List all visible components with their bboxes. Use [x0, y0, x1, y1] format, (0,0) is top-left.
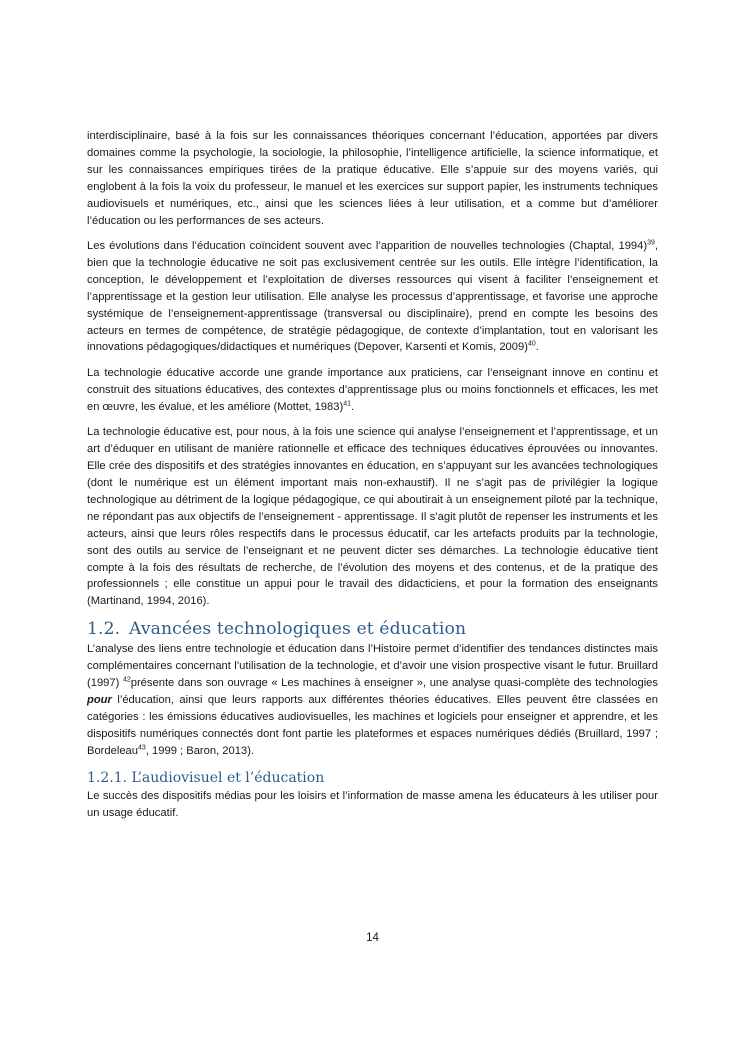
footnote-ref-40[interactable]: 40	[527, 340, 536, 348]
paragraph-interdisciplinaire: interdisciplinaire, basé à la fois sur les connaissances théoriques concernant l’éducation, apportées par divers domaines comme la psychologie, la sociologie, la philosophie, l’intelligence artificielle, la science informatique, et sur les connaissances empiriques tirées de la pratique éducative. Elle s’appuie sur des moyens variés, qui englobent à la fois la voix du professeur, le manuel et les exercices sur support papier, les instruments techniques audiovisuels et numériques, etc., ainsi que les sciences liées à leur utilisation, et a comme but d’améliorer l’éducation ou les performances de ses acteurs.	[87, 130, 658, 227]
paragraph-evolutions: Les évolutions dans l’éducation coïncident souvent avec l’apparition de nouvelles technologies (Chaptal, 1994)$^{39}$, bien que la technologie éducative ne soit pas exclusivement centrée sur les outils. Elle intègre l’identification, la conception, le développement et l’exploitation de diverses ressources qui visent à faciliter l’enseignement et l’apprentissage et la gestion leur utilisation. Elle analyse les processus d’apprentissage, et favorise une approche systémique de l’enseignement-apprentissage (transversal ou disciplinaire), prend en compte les besoins des acteurs en termes de compétence, de stratégie pédagogique, de contexte d’implantation, tout en valorisant les innovations pédagogiques/didactiques et numériques (Depover, Karsenti et Komis, 2009)$^{40}$.	[87, 239, 658, 354]
footnote-ref-43[interactable]: 43	[138, 743, 146, 751]
body-text	[87, 128, 658, 831]
section-heading	[87, 617, 658, 641]
section-title: Avancées technologiques et éducation	[129, 619, 467, 640]
paragraph-succes-medias: Le succès des dispositifs médias pour les loisirs et l’information de masse amena les éducateurs à les utiliser pour un usage éducatif.	[87, 790, 658, 820]
paragraph-definition: La technologie éducative est, pour nous, à la fois une science qui analyse l’enseignement et l’apprentissage, et un art d’éduquer en utilisant de manière rationnelle et efficace des techniques éducatives éprouvées ou innovantes. Elle crée des dispositifs et des stratégies innovantes en éducation, en s’appuyant sur les avancées technologiques (dont le numérique est un élément important mais non-exhaustif). Il ne s’agit pas de privilégier la logique technologique au détriment de la logique pédagogique, ce qui aboutirait à un enseignement piloté par la technique, ne répondant pas aux objectifs de l’enseignement - apprentissage. Il s’agit plutôt de repenser les instruments et les acteurs, ainsi que leurs rôles respectifs dans le processus éducatif, car les artefacts produits par la technologie, sont des outils au service de l’enseignant et ne peuvent dicter ses démarches. La technologie éducative tient compte à la fois des résultats de recherche, de l’évolution des moyens et des contenus, et de la pratique des professionnels ; elle constitue un appui pour le travail des didacticiens, et pour la formation des enseignants (Martinand, 1994, 2016).	[87, 426, 658, 608]
paragraph-analyse-liens: L’analyse des liens entre technologie et éducation dans l’Histoire permet d’identifier des tendances distinctes mais complémentaires concernant l’utilisation de la technologie, et d’avoir une vision prospective visant le futur. Bruillard (1997) $^{42}$présente dans son ouvrage « Les machines à enseigner », une analyse quasi-complète des technologies pour l’éducation, ainsi que leurs rapports aux différentes théories éducatives. Elles peuvent être classées en catégories : les émissions éducatives audiovisuelles, les machines et logiciels pour enseigner et apprendre, et les dispositifs numériques connectés dont font partie les plateformes et espaces numériques dédiés (Bruillard, 1997 ; Bordeleau$^{43}$, 1999 ; Baron, 2013).	[87, 643, 659, 757]
section-number: 1.2.	[87, 619, 121, 640]
subsection-heading: 1.2.1. L’audiovisuel et l’éducation	[87, 770, 325, 787]
footnote-ref-39[interactable]: 39	[647, 239, 655, 247]
emphasis-pour: pour	[87, 693, 112, 706]
page-number: 14	[366, 932, 379, 944]
footnote-ref-41[interactable]: 41	[343, 400, 351, 408]
footnote-ref-42[interactable]: 42	[122, 676, 131, 684]
paragraph-praticiens: La technologie éducative accorde une grande importance aux praticiens, car l’enseignant innove en continu et construit des situations éducatives, des contextes d’apprentissage plus ou moins fonctionnels et efficaces, les met en œuvre, les évalue, et les améliore (Mottet, 1983)$^{41}$.	[87, 366, 658, 413]
